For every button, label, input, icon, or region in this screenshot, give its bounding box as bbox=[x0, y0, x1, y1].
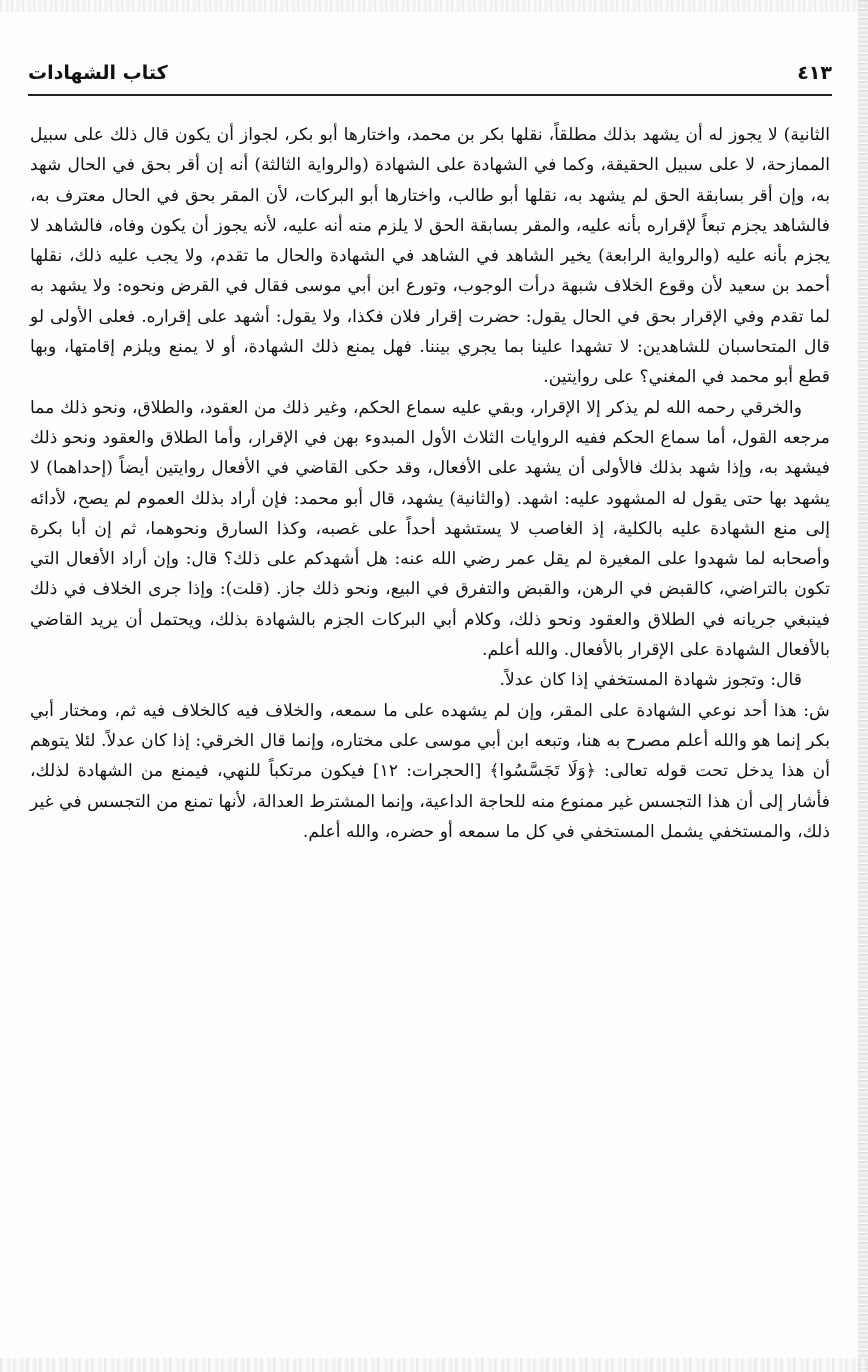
paragraph-kharqi: والخرقي رحمه الله لم يذكر إلا الإقرار، وبقي عليه سماع الحكم، وغير ذلك من العقود، والطلاق، ونحو ذلك مما مرجعه القول، أما سماع الحكم ففيه الروايات الثلاث الأول المبدوء بهن في الإقرار، وأما الطلاق والعقود ونحو ذلك فيشهد به، وإذا شهد بذلك فالأولى أن يشهد على الأفعال، وقد حكى القاضي في الأفعال روايتين أيضاً (إحداهما) لا يشهد بها حتى يقول له المشهود عليه: اشهد. (والثانية) يشهد، قال أبو محمد: فإن أراد بذلك العموم لم يصح، لأدائه إلى منع الشهادة عليه بالكلية، إذ الغاصب لا يستشهد أحداً على غصبه، وكذا السارق ونحوهما، ثم إن أبا بكرة وأصحابه لما شهدوا على المغيرة لم يقل عمر رضي الله عنه: هل أشهدكم على ذلك؟ قال: وإن أراد الأفعال التي تكون بالتراضي، كالقبض في الرهن، والقبض والتفرق في البيع، ونحو ذلك جاز. (قلت): وإذا جرى الخلاف في ذلك فينبغي جريانه في الطلاق والعقود ونحو ذلك، وكلام أبي البركات الجزم بالشهادة بذلك، ويحتمل أن يريد القاضي بالأفعال الشهادة على الإقرار بالأفعال. والله أعلم. bbox=[30, 397, 830, 661]
scan-edge-bottom bbox=[0, 1358, 868, 1372]
running-title: كتاب الشهادات bbox=[28, 62, 168, 84]
main-text bbox=[30, 120, 830, 847]
paragraph-second-narration: الثانية) لا يجوز له أن يشهد بذلك مطلقاً، نقلها بكر بن محمد، واختارها أبو بكر، لجواز أن يكون قال ذلك على سبيل الممازحة، لا على سبيل الحقيقة، وكما في الشهادة على الشهادة (والرواية الثالثة) أنه إن أقر بحق في الحال شهد به، وإن أقر بسابقة الحق لم يشهد به، نقلها أبو طالب، واختارها أبو البركات، لأن المقر بحق في الحال معترف به، فالشاهد يجزم تبعاً لإقراره بأنه عليه، والمقر بسابقة الحق لا يلزم منه أنه عليه، لأنه يجوز أن يكون وفاه، فالشاهد لا يجزم بأنه عليه (والرواية الرابعة) يخير الشاهد في الشاهد في الشهادة والحال ما تقدم، ولا يجب عليه ذلك، نقلها أحمد بن سعيد لأن وقوع الخلاف شبهة درأت الوجوب، وتورع ابن أبي موسى فقال في القرض ونحوه: ولا يشهد به لما تقدم وفي الإقرار بحق في الحال يقول: حضرت إقرار فلان فكذا، ولا يقول: أشهد على إقراره. فعلى الأولى لو قال المتحاسبان للشاهدين: لا تشهدا علينا بما يجري بيننا. فهل يمنع ذلك الشهادة، أو لا يمنع ويلزم إقامتها، وبها قطع أبو محمد في المغني؟ على روايتين. bbox=[30, 125, 830, 388]
page-number: ٤١٣ bbox=[797, 62, 832, 84]
paragraph-sharh: ش: هذا أحد نوعي الشهادة على المقر، وإن لم يشهده على ما سمعه، والخلاف فيه كالخلاف فيه ثم، ومختار أبي بكر إنما هو والله أعلم مصرح به هنا، وتبعه ابن أبي موسى على مختاره، وإنما قال الخرقي: إذا كان عدلاً. لئلا يتوهم أن هذا يدخل تحت قوله تعالى: ﴿وَلَا تَجَسَّسُوا﴾ [الحجرات: ١٢] فيكون مرتكباً للنهي، فيمنع من الشهادة لذلك، فأشار إلى أن هذا التجسس غير ممنوع منه للحاجة الداعية، وإنما المشترط العدالة، لأنها تمنع من التجسس في غير ذلك، والمستخفي يشمل المستخفي في كل ما سمعه أو حضره، والله أعلم. bbox=[30, 700, 831, 842]
scan-edge-right bbox=[858, 0, 868, 1372]
header-rule bbox=[28, 94, 832, 96]
page-header bbox=[28, 60, 832, 96]
paragraph-matn: قال: وتجوز شهادة المستخفي إذا كان عدلاً. bbox=[499, 670, 802, 691]
scan-edge-top bbox=[0, 0, 868, 12]
